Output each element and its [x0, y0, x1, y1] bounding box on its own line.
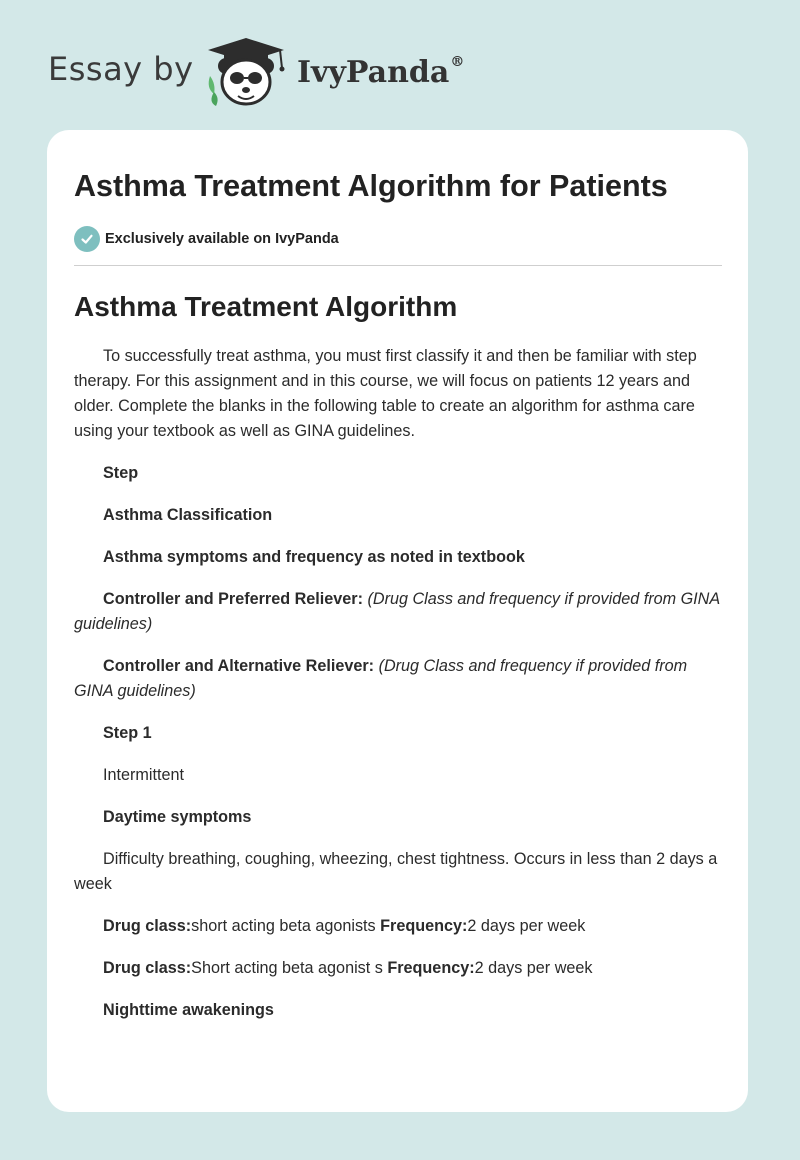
divider	[74, 265, 722, 266]
check-icon	[74, 226, 100, 252]
page-title: Asthma Treatment Algorithm for Patients	[74, 169, 668, 203]
exclusive-badge	[74, 225, 722, 253]
preferred-drug: short acting beta agonists	[191, 917, 381, 935]
drug-class-label: Drug class:	[103, 959, 192, 977]
daytime-paragraph: Difficulty breathing, coughing, wheezing, chest tightness. Occurs in less than 2 days a week	[74, 850, 718, 893]
daytime-heading	[74, 805, 722, 830]
essay-card	[47, 130, 748, 1112]
alternative-note: (Drug Class and frequency if provided from GINA guidelines)	[74, 657, 688, 700]
exclusive-label: Exclusively available on IvyPanda	[105, 231, 339, 247]
preferred-drug-line	[74, 914, 722, 939]
table-header-preferred	[74, 587, 722, 637]
header	[0, 0, 800, 120]
table-header-step	[74, 461, 722, 486]
classification-header: Asthma Classification	[103, 506, 273, 524]
essay-body	[74, 344, 722, 1023]
step-header: Step	[103, 464, 139, 482]
alternative-drug-line	[74, 956, 722, 981]
brand-name[interactable]	[297, 54, 464, 90]
table-header-alternative	[74, 654, 722, 704]
nighttime-heading-text: Nighttime awakenings	[103, 1001, 274, 1019]
section-heading: Asthma Treatment Algorithm	[74, 291, 458, 322]
drug-class-label: Drug class:	[103, 917, 192, 935]
registered-mark: ®	[450, 54, 465, 70]
preferred-frequency: 2 days per week	[467, 917, 586, 935]
alternative-drug: Short acting beta agonist s	[191, 959, 388, 977]
daytime-heading-text: Daytime symptoms	[103, 808, 252, 826]
step1-label	[74, 721, 722, 746]
symptoms-header: Asthma symptoms and frequency as noted in textbook	[103, 548, 525, 566]
step1-classification: Intermittent	[103, 766, 184, 784]
preferred-header: Controller and Preferred Reliever:	[103, 590, 363, 608]
alternative-header: Controller and Alternative Reliever:	[103, 657, 375, 675]
nighttime-heading	[74, 998, 722, 1023]
frequency-label: Frequency:	[380, 917, 468, 935]
ivypanda-logo-icon[interactable]	[200, 36, 292, 110]
brand-name-text: IvyPanda	[297, 55, 450, 90]
frequency-label: Frequency:	[387, 959, 475, 977]
essay-by-label: Essay by	[48, 50, 194, 88]
table-header-symptoms	[74, 545, 722, 570]
table-header-classification	[74, 503, 722, 528]
step1-text: Step 1	[103, 724, 152, 742]
intro-paragraph: To successfully treat asthma, you must first classify it and then be familiar with step therapy. For this assignment and in this course, we will focus on patients 12 years and older. Complete the blanks in the following table to create an algorithm for asthma care using your textbook as well as GINA guidelines.	[74, 347, 697, 440]
preferred-note: (Drug Class and frequency if provided from GINA guidelines)	[74, 590, 720, 633]
alternative-frequency: 2 days per week	[474, 959, 593, 977]
